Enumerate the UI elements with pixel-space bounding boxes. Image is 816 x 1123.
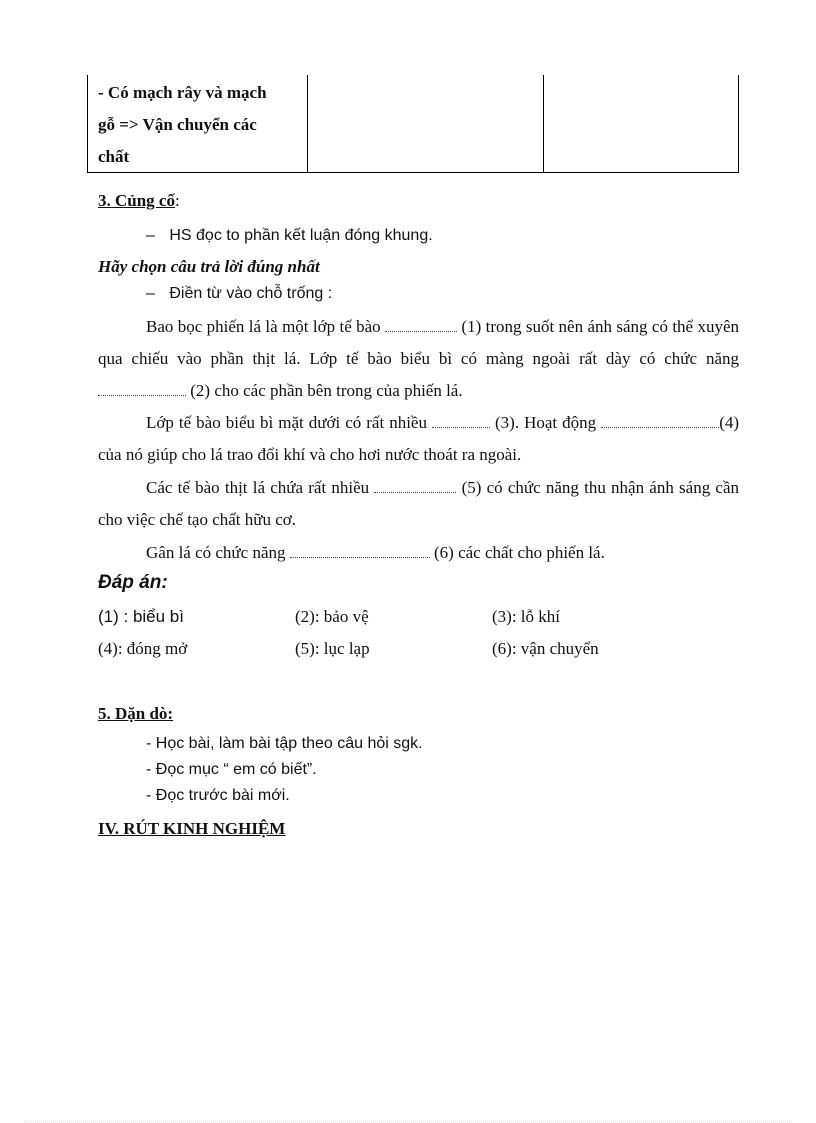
section-3-heading — [98, 191, 180, 211]
paragraph-text: (6) các chất cho phiến lá. — [434, 543, 605, 562]
reminder-item: - Học bài, làm bài tập theo câu hỏi sgk. — [146, 735, 423, 752]
answer-item: (2): bảo vệ — [295, 607, 369, 626]
paragraph-text: Gân lá có chức năng — [146, 543, 286, 562]
paragraph-text: Các tế bào thịt lá chứa rất nhiều — [146, 478, 370, 497]
paragraph-text: (3). Hoạt động — [495, 413, 597, 432]
answers-title: Đáp án: — [98, 572, 168, 593]
question-prompt: Hãy chọn câu trả lời đúng nhất — [98, 257, 320, 276]
table-cell-line: chất — [98, 147, 130, 166]
answer-item: (3): lỗ khí — [492, 607, 560, 626]
paragraph-text: (4) của nó giúp cho lá trao đổi khí và cho hơi nước thoát ra ngoài. — [98, 413, 740, 464]
answer-text: (1) : biểu bì — [98, 607, 184, 626]
table-column-divider — [543, 75, 544, 172]
section-4-title: IV. RÚT KINH NGHIỆM — [98, 819, 286, 838]
content-table — [87, 75, 739, 173]
dash-bullet: – — [146, 285, 155, 302]
answer-item: (4): đóng mở — [98, 639, 188, 658]
paragraph-text: (5) có chức năng thu nhận ánh sáng cần cho việc chế tạo chất hữu cơ. — [98, 478, 740, 529]
blank-4 — [601, 415, 719, 428]
bullet-item — [146, 285, 332, 303]
paragraph-text: (2) cho các phần bên trong của phiến lá. — [190, 381, 463, 400]
fill-blank-paragraph-1 — [98, 311, 739, 407]
reminder-item: - Đọc mục “ em có biết”. — [146, 761, 317, 778]
bullet-text: Điền từ vào chỗ trống : — [169, 285, 333, 302]
table-column-divider — [307, 75, 308, 172]
paragraph-text: Lớp tế bào biểu bì mặt dưới có rất nhiều — [146, 413, 427, 432]
blank-6 — [290, 545, 430, 558]
answer-item: (5): lục lạp — [295, 639, 370, 658]
table-cell-line: gỗ => Vận chuyển các — [98, 115, 257, 134]
blank-5 — [374, 480, 456, 493]
paragraph-text: (1) trong suốt nên ánh sáng có thể xuyên qua chiếu vào phần thịt lá. Lớp tế bào biểu bì có màng ngoài rất dày có chức năng — [98, 317, 740, 368]
section-3-colon: : — [174, 191, 180, 210]
fill-blank-paragraph-3 — [98, 472, 739, 536]
bullet-item — [146, 227, 433, 245]
table-cell-structure — [98, 77, 300, 173]
section-5-title: 5. Dặn dò: — [98, 704, 174, 723]
table-cell-line: - Có mạch rây và mạch — [98, 83, 267, 102]
blank-1 — [385, 319, 457, 332]
bullet-text: HS đọc to phần kết luận đóng khung. — [169, 227, 433, 244]
fill-blank-paragraph-4 — [98, 537, 739, 569]
section-3-title: 3. Củng cố — [98, 191, 175, 210]
dash-bullet: – — [146, 227, 155, 244]
paragraph-text: Bao bọc phiến lá là một lớp tế bào — [146, 317, 381, 336]
blank-3 — [432, 415, 490, 428]
reminder-item: - Đọc trước bài mới. — [146, 787, 290, 804]
blank-2 — [98, 383, 186, 396]
answer-item — [98, 607, 184, 627]
answer-item: (6): vận chuyển — [492, 639, 599, 658]
page-footer-divider — [24, 1121, 792, 1122]
fill-blank-paragraph-2 — [98, 407, 739, 471]
